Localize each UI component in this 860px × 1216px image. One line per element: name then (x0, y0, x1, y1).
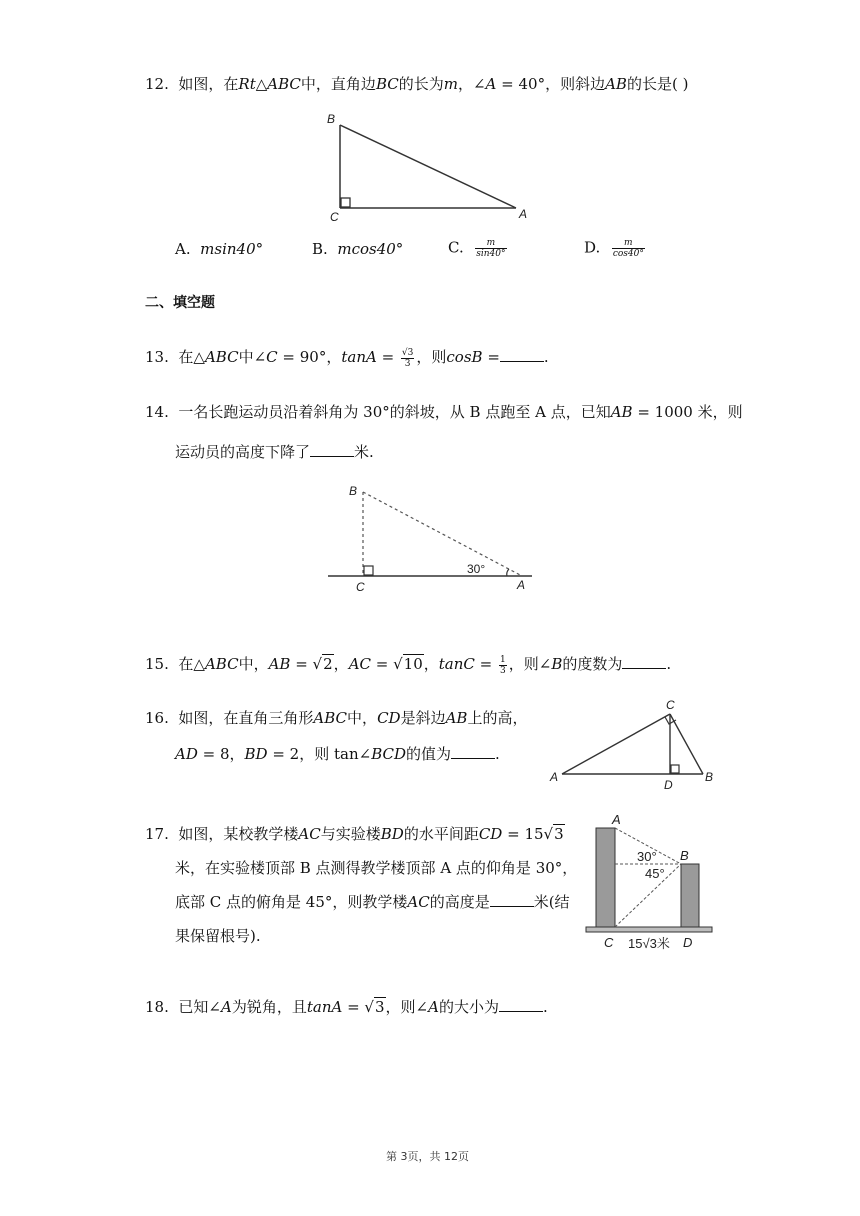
q16-line2: AD = 8，BD = 2，则 tan∠BCD的值为 . (175, 745, 500, 763)
q17-label-d: D (683, 935, 693, 950)
q12-label-c: C (330, 210, 339, 224)
q16-triangle-figure (548, 695, 723, 795)
q14-line2: 运动员的高度下降了 米. (175, 443, 374, 461)
q16-label-c: C (666, 698, 675, 712)
q14-label-b: B (349, 484, 358, 498)
q12-label-b: B (327, 112, 336, 126)
q16-label-a: A (550, 770, 559, 784)
q16-answer-blank[interactable] (451, 744, 495, 759)
q17-line2: 米，在实验楼顶部 B 点测得教学楼顶部 A 点的仰角是 30°， (175, 859, 578, 877)
q12-label-a: A (519, 207, 528, 221)
q13-text: 13. 在△ABC中∠C = 90°，tanA = $\frac{√3}{3}$ ，则cosB = . (145, 347, 549, 369)
teaching-building (596, 828, 615, 927)
q17-buildings-figure (580, 808, 720, 953)
q15-answer-blank[interactable] (622, 654, 666, 669)
q17-label-a: A (612, 812, 621, 827)
q14-angle-label: 30° (467, 562, 486, 576)
q18-answer-blank[interactable] (499, 997, 543, 1012)
q17-label-b: B (680, 848, 689, 863)
q12-option-b: B. mcos40° (312, 240, 404, 258)
q17-label-c: C (604, 935, 614, 950)
q14-line1: 14. 一名长跑运动员沿着斜角为 30°的斜坡，从 B 点跑至 A 点，已知AB = 1000 米，则 (145, 403, 743, 421)
q17-line4: 果保留根号). (175, 927, 261, 945)
q17-angle-30: 30° (637, 849, 657, 864)
q12-option-d: D. $\frac{m}{\cos 40^\circ}$ (584, 238, 644, 259)
q16-label-d: D (664, 778, 673, 792)
q17-distance-label: 15√3米 (628, 936, 670, 951)
q18-text: 18. 已知∠A为锐角，且tanA = √3，则∠A的大小为 . (145, 998, 548, 1016)
q12-option-c: C. $\frac{m}{\sin 40^\circ}$ (448, 238, 506, 259)
q15-text: 15. 在△ABC中，AB = √2，AC = √10，tanC = $\frac{1}{3}$ ，则∠B的度数为 . (145, 654, 672, 676)
page-footer: 第 3页，共 12页 (386, 1150, 469, 1163)
q16-line1: 16. 如图，在直角三角形ABC中，CD是斜边AB上的高， (145, 709, 528, 727)
q14-answer-blank[interactable] (310, 442, 354, 457)
section-title: 二、填空题 (145, 295, 215, 311)
q12-triangle-figure (320, 105, 540, 225)
q13-answer-blank[interactable] (500, 347, 544, 362)
q17-line1: 17. 如图，某校教学楼AC与实验楼BD的水平间距CD = 15√3 (145, 825, 564, 843)
q17-answer-blank[interactable] (490, 892, 534, 907)
q17-angle-45: 45° (645, 866, 665, 881)
q14-label-a: A (517, 578, 526, 592)
q17-line3: 底部 C 点的俯角是 45°，则教学楼AC的高度是 米(结 (175, 893, 570, 911)
q16-label-b: B (705, 770, 714, 784)
q14-label-c: C (356, 580, 365, 594)
q12-text: 12. 如图，在Rt△ABC中，直角边BC的长为m，∠A = 40°，则斜边AB的长是( ) (145, 75, 689, 93)
q14-slope-figure (325, 480, 540, 595)
q12-option-a: A. msin40° (175, 240, 264, 258)
lab-building (681, 864, 699, 927)
